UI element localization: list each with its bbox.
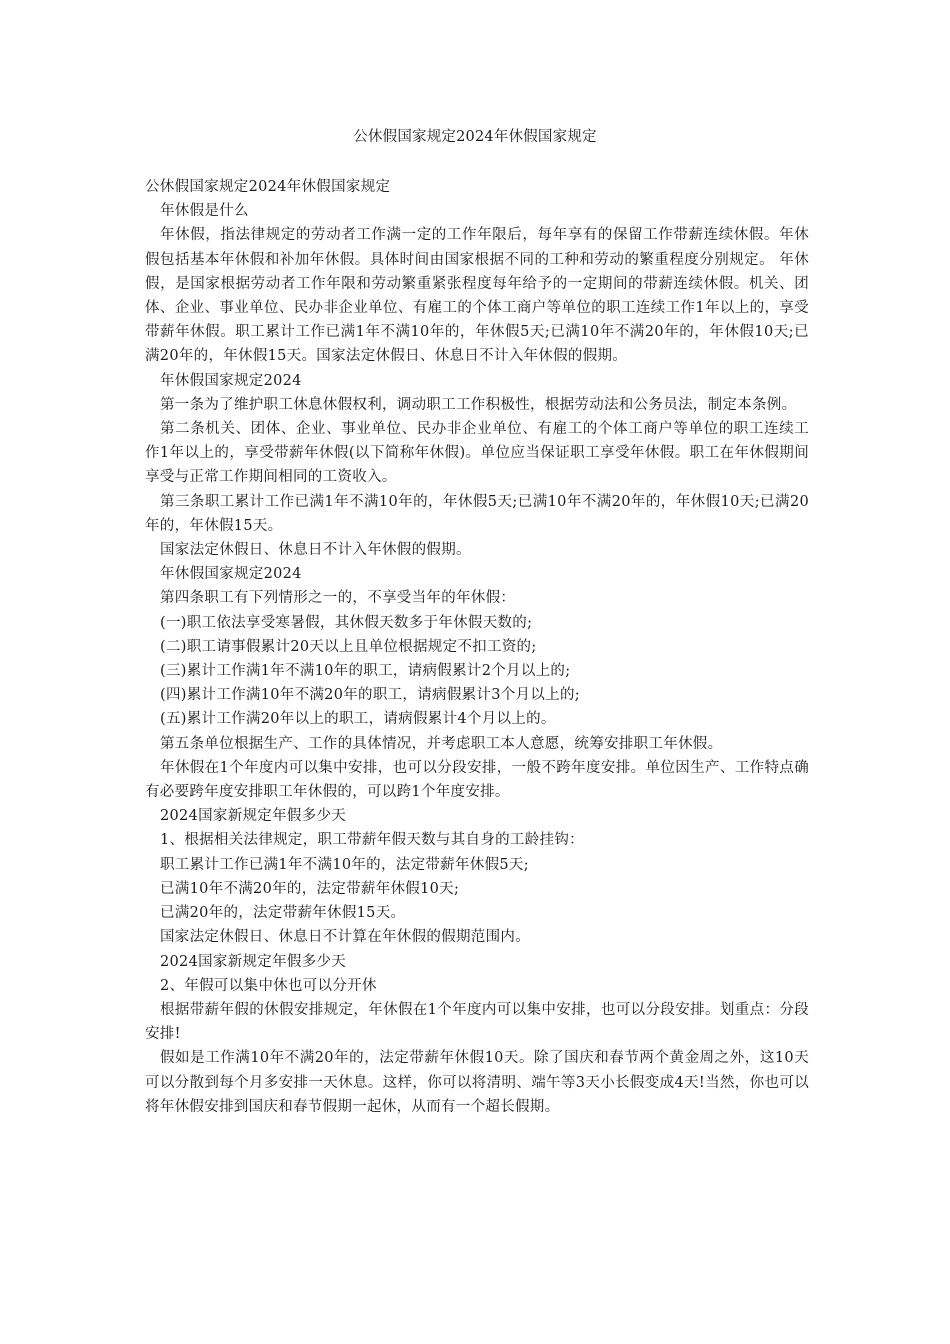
paragraph: 第四条职工有下列情形之一的，不享受当年的年休假： <box>160 590 516 607</box>
paragraph: 第五条单位根据生产、工作的具体情况，并考虑职工本人意愿，统筹安排职工年休假。 <box>160 735 723 752</box>
paragraph: 第一条为了维护职工休息休假权利，调动职工工作积极性，根据劳动法和公务员法，制定本条例。 <box>160 396 797 413</box>
document-body <box>145 175 809 1119</box>
paragraph: 国家法定休假日、休息日不计入年休假的假期。 <box>160 542 471 559</box>
section-heading: 年休假国家规定2024 <box>160 372 302 389</box>
list-item: (二)职工请事假累计20天以上且单位根据规定不扣工资的; <box>160 638 537 655</box>
paragraph: 第二条机关、团体、企业、事业单位、民办非企业单位、有雇工的个体工商户等单位的职工连续工作1年以上的，享受带薪年休假(以下简称年休假)。单位应当保证职工享受年休假。职工在年休假期间享受与正常工作期间相同的工资收入。 <box>145 421 809 486</box>
paragraph: 职工累计工作已满1年不满10年的，法定带薪年休假5天; <box>160 856 529 873</box>
section-heading: 年休假国家规定2024 <box>160 566 302 583</box>
list-item: (四)累计工作满10年不满20年的职工，请病假累计3个月以上的; <box>160 687 580 704</box>
paragraph: 假如是工作满10年不满20年的，法定带薪年休假10天。除了国庆和春节两个黄金周之外，这10天可以分散到每个月多安排一天休息。这样，你可以将清明、端午等3天小长假变成4天!当然，你也可以将年休假安排到国庆和春节假期一起休，从而有一个超长假期。 <box>145 1050 809 1115</box>
paragraph: 已满20年的，法定带薪年休假15天。 <box>160 905 406 922</box>
section-heading: 2024国家新规定年假多少天 <box>160 953 347 970</box>
section-heading: 2024国家新规定年假多少天 <box>160 808 347 825</box>
list-item: (三)累计工作满1年不满10年的职工，请病假累计2个月以上的; <box>160 663 571 680</box>
paragraph: 根据带薪年假的休假安排规定，年休假在1个年度内可以集中安排，也可以分段安排。划重点：分段安排! <box>145 1001 809 1043</box>
paragraph: 已满10年不满20年的，法定带薪年休假10天; <box>160 880 460 897</box>
paragraph: 年休假在1个年度内可以集中安排，也可以分段安排，一般不跨年度安排。单位因生产、工作特点确有必要跨年度安排职工年休假的，可以跨1个年度安排。 <box>145 759 809 801</box>
paragraph: 年休假，指法律规定的劳动者工作满一定的工作年限后，每年享有的保留工作带薪连续休假。年休假包括基本年休假和补加年休假。具体时间由国家根据不同的工种和劳动的繁重程度分别规定。 年休假，是国家根据劳动者工作年限和劳动繁重紧张程度每年给予的一定期间的带薪连续休假。机关、团体、企业、事业单位、民办非企业单位、有雇工的个体工商户等单位的职工连续工作1年以上的，享受带薪年休假。职工累计工作已满1年不满10年的，年休假5天;已满10年不满20年的，年休假10天;已满20年的，年休假15天。国家法定休假日、休息日不计入年休假的假期。 <box>145 227 809 365</box>
body-heading: 公休假国家规定2024年休假国家规定 <box>145 179 391 195</box>
document-title: 公休假国家规定2024年休假国家规定 <box>353 129 597 145</box>
paragraph: 国家法定休假日、休息日不计算在年休假的假期范围内。 <box>160 929 530 946</box>
section-heading: 年休假是什么 <box>160 203 249 220</box>
list-item: (五)累计工作满20年以上的职工，请病假累计4个月以上的。 <box>160 711 556 728</box>
paragraph: 1、根据相关法律规定，职工带薪年假天数与其自身的工龄挂钩： <box>160 832 584 849</box>
list-item: (一)职工依法享受寒暑假，其休假天数多于年休假天数的; <box>160 614 533 631</box>
paragraph: 第三条职工累计工作已满1年不满10年的，年休假5天;已满10年不满20年的，年休假10天;已满20年的，年休假15天。 <box>145 493 809 534</box>
paragraph: 2、年假可以集中休也可以分开休 <box>160 977 377 994</box>
